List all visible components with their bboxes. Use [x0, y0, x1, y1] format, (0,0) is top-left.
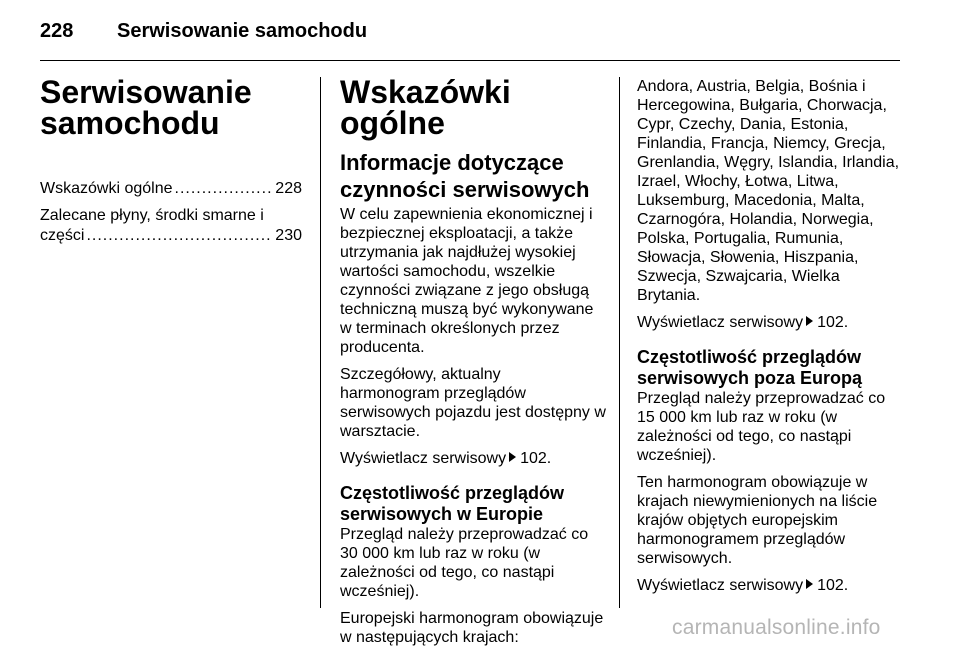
subsection-title-line: Częstotliwość przeglądów	[340, 483, 565, 503]
reference-page: 102.	[817, 314, 849, 331]
toc-label: Zalecane płyny, środki smarne i	[40, 207, 264, 224]
toc-entry-fluids-line2	[40, 226, 302, 246]
text-line: w terminach określonych przez	[340, 320, 560, 337]
paragraph-country-list	[637, 77, 907, 305]
subsection-title	[340, 149, 608, 203]
header-rule	[40, 60, 900, 61]
subsection-outside-europe-title	[637, 347, 907, 389]
subsection-title-line: serwisowych w Europie	[340, 504, 544, 524]
text-line: Luksemburg, Macedonia, Malta,	[637, 192, 865, 209]
arrow-right-icon	[806, 579, 813, 589]
text-line: Andora, Austria, Belgia, Bośnia i	[637, 78, 866, 95]
chapter-title-line: Serwisowanie	[40, 74, 252, 110]
text-line: zależności od tego, co nastąpi	[637, 428, 852, 445]
text-line: Europejski harmonogram obowiązuje	[340, 610, 604, 627]
chapter-title	[40, 74, 302, 141]
text-line: wartości samochodu, wszelkie	[340, 263, 556, 280]
table-of-contents	[40, 179, 302, 246]
subsection-title-line: serwisowych poza Europą	[637, 368, 863, 388]
text-line: Brytania.	[637, 287, 701, 304]
page-number: 228	[40, 20, 74, 42]
text-line: harmonogram przeglądów	[340, 385, 526, 402]
text-line: utrzymania jak najdłużej wysokiej	[340, 244, 576, 261]
content-column-right	[637, 77, 907, 603]
column-divider-right	[619, 77, 620, 608]
text-line: Cypr, Czechy, Dania, Estonia,	[637, 116, 849, 133]
text-line: Ten harmonogram obowiązuje w	[637, 474, 868, 491]
paragraph-europe-interval	[340, 525, 608, 601]
reference-page: 102.	[520, 450, 552, 467]
page-header	[40, 19, 367, 43]
text-line: 15 000 km lub raz w roku (w	[637, 409, 838, 426]
toc-entry-fluids[interactable]	[40, 206, 302, 246]
text-line: zależności od tego, co nastąpi	[340, 564, 555, 581]
paragraph-europe-countries-intro	[340, 609, 608, 647]
paragraph-intro	[340, 205, 608, 357]
toc-label: części	[40, 227, 85, 244]
text-line: techniczną muszą być wykonywane	[340, 301, 594, 318]
toc-page: 228	[275, 180, 302, 197]
subsection-title-line: Częstotliwość przeglądów	[637, 347, 862, 367]
text-line: Szwecja, Szwajcaria, Wielka	[637, 268, 840, 285]
column-divider-left	[320, 77, 321, 608]
service-display-reference[interactable]	[340, 449, 608, 468]
chapter-title-line: samochodu	[40, 105, 220, 141]
toc-leader	[175, 179, 274, 199]
text-line: czynności związane z jego obsługą	[340, 282, 590, 299]
subsection-europe-title	[340, 483, 608, 525]
arrow-right-icon	[806, 316, 813, 326]
text-line: serwisowych.	[637, 550, 733, 567]
text-line: Polska, Portugalia, Rumunia,	[637, 230, 844, 247]
reference-page: 102.	[817, 577, 849, 594]
text-line: W celu zapewnienia ekonomicznej i	[340, 206, 593, 223]
paragraph-outside-europe-interval	[637, 389, 907, 465]
section-title: Wskazówki ogólne	[340, 74, 511, 141]
subsection-title-line: Informacje dotyczące	[340, 150, 564, 175]
watermark: carmanualsonline.info	[672, 616, 881, 639]
reference-text: Wyświetlacz serwisowy	[340, 450, 507, 467]
content-column-middle	[340, 74, 608, 655]
text-line: bezpiecznej eksploatacji, a także	[340, 225, 574, 242]
text-line: Izrael, Włochy, Łotwa, Litwa,	[637, 173, 839, 190]
text-line: Słowacja, Słowenia, Hiszpania,	[637, 249, 859, 266]
text-line: 30 000 km lub raz w roku (w	[340, 545, 541, 562]
text-line: Grenlandia, Węgry, Islandia, Irlandia,	[637, 154, 900, 171]
paragraph-schedule	[340, 365, 608, 441]
toc-leader	[86, 226, 273, 246]
text-line: Hercegowina, Bułgaria, Chorwacja,	[637, 97, 887, 114]
text-line: Czarnogóra, Holandia, Norwegia,	[637, 211, 874, 228]
running-title: Serwisowanie samochodu	[117, 20, 368, 42]
text-line: wcześniej).	[637, 447, 717, 464]
text-line: wcześniej).	[340, 583, 420, 600]
text-line: Finlandia, Francja, Niemcy, Grecja,	[637, 135, 886, 152]
service-display-reference[interactable]	[637, 576, 907, 595]
text-line: warsztacie.	[340, 423, 421, 440]
text-line: w następujących krajach:	[340, 629, 519, 646]
toc-page: 230	[275, 227, 302, 244]
arrow-right-icon	[509, 452, 516, 462]
text-line: Przegląd należy przeprowadzać co	[637, 390, 886, 407]
service-display-reference[interactable]	[637, 313, 907, 332]
toc-entry-general[interactable]	[40, 179, 302, 199]
paragraph-outside-europe-scope	[637, 473, 907, 568]
text-line: Przegląd należy przeprowadzać co	[340, 526, 589, 543]
reference-text: Wyświetlacz serwisowy	[637, 314, 804, 331]
subsection-title-line: czynności serwisowych	[340, 177, 590, 202]
text-line: harmonogramem przeglądów	[637, 531, 846, 548]
reference-text: Wyświetlacz serwisowy	[637, 577, 804, 594]
text-line: krajach niewymienionych na liście	[637, 493, 878, 510]
text-line: serwisowych pojazdu jest dostępny w	[340, 404, 606, 421]
text-line: krajów objętych europejskim	[637, 512, 838, 529]
text-line: Szczegółowy, aktualny	[340, 366, 501, 383]
toc-label: Wskazówki ogólne	[40, 180, 173, 197]
chapter-column	[40, 74, 302, 253]
text-line: producenta.	[340, 339, 425, 356]
